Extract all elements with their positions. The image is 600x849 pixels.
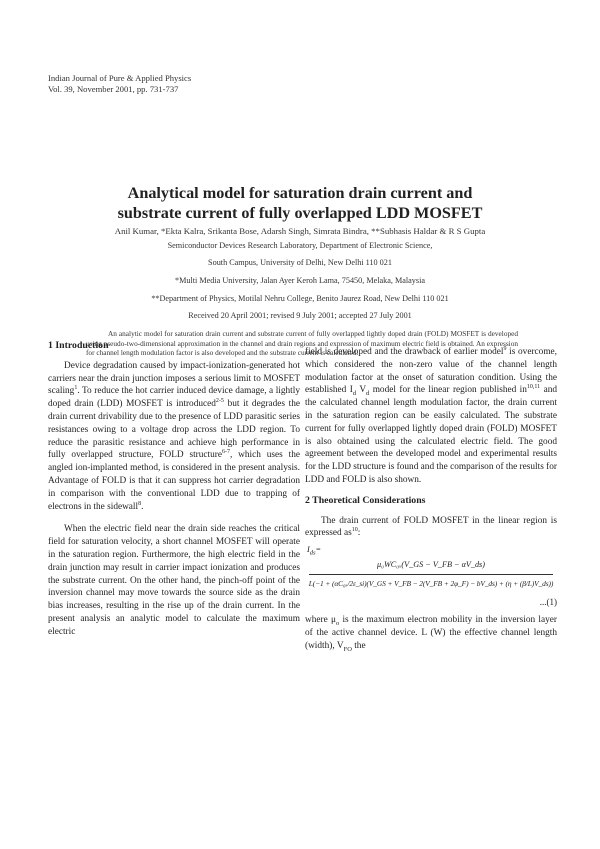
right-column (305, 346, 557, 653)
equation-1 (305, 544, 557, 608)
journal-name: Indian Journal of Pure & Applied Physics (48, 73, 192, 83)
title-line-1: Analytical model for saturation drain current and (127, 184, 473, 202)
title-line-2: substrate current of fully overlapped LDD MOSFET (117, 204, 483, 222)
affiliation-3: **Department of Physics, Motilal Nehru College, Benito Jaurez Road, New Delhi 110 021 (151, 294, 449, 303)
equation-number: ...(1) (539, 596, 557, 607)
affiliation-1b: South Campus, University of Delhi, New Delhi 110 021 (208, 258, 392, 267)
paper-title (60, 183, 540, 223)
equation-fraction (305, 559, 557, 591)
intro-paragraph-2: When the electric field near the drain side reaches the critical field for saturation velocity, a short channel MOSFET will operate in the saturation region. Furthermore, the high electric field in the drain junction may result in carrier impact ionization and produces the substrate current. On the other hand, the pinch-off point of the inversion channel may move towards the source side as the drain bias increases, resulting in the rise up of the drain current. In the present analysis an analytic model to calculate the maximum electric (48, 524, 300, 637)
author-list: Anil Kumar, *Ekta Kalra, Srikanta Bose, Adarsh Singh, Simrata Bindra, **Subhasis Haldar & R S Gupta (114, 226, 486, 236)
abstract: An analytic model for saturation drain current and substrate current of fully overlapped lightly doped drain (FOLD) MOSFET is developed using pseudo-two-dimensional approximation in the channel and drain regions and expression of maximum electric field is obtained. An expression for channel length modulation factor is also developed and the substrate current is calculated. (86, 329, 518, 358)
received-dates: Received 20 April 2001; revised 9 July 2001; accepted 27 July 2001 (188, 311, 412, 320)
equation-denominator: L(−1 + (αC₀ₓ/2ε_si)(V_GS + V_FB − 2(V_FB + 2φ_F) − bV_ds) + (η + (β/L)V_ds)) (308, 578, 554, 588)
section-heading-theory: 2 Theoretical Considerations (305, 494, 426, 506)
journal-header (48, 73, 191, 94)
intro-paragraph-3: field is developed and the drawback of earlier model$^9$ is overcome, which considered the non-zero value of the channel length modulation factor at the onset of saturation condition. Using the established $I_d$ $V_d$ model for the linear region published in$^{10,11}$ and the calculated channel length modulation factor, the drain current in the saturation region can be easily calculated. The substrate current for fully overlapped lightly doped drain (FOLD) MOSFET is also obtained using the calculated electric field. The good agreement between the developed model and experimental results for the LDD structure is found and the comparison of the results for LDD and FOLD is also shown. (305, 345, 558, 485)
theory-paragraph-1: The drain current of FOLD MOSFET in the linear region is expressed $as^{10}$: (305, 515, 557, 539)
affiliation-1: Semiconductor Devices Research Laboratory, Department of Electronic Science, (167, 241, 433, 250)
affiliation-2: *Multi Media University, Jalan Ayer Keroh Lama, 75450, Melaka, Malaysia (175, 276, 425, 285)
intro-paragraph-1: Device degradation caused by impact-ionization-generated hot carriers near the drain junction imposes a serious limit to MOSFET scaling$^1$. To reduce the hot carrier induced device damage, a lightly doped drain (LDD) MOSFET is introduced$^{2-5}$ but it degrades the drain current drivability due to the presence of LDD parasitic series resistances owing to a voltage drop across the LDD region. To reduce the parasitic resistance and achieve high performance in fully overlapped structure, FOLD structure$^{6-7}$, which uses the angled ion-implanted method, is considered in the present analysis. Advantage of FOLD is that it can suppress hot carrier degradation in comparison with the conventional LDD due to trapping of electrons in the sidewall$^8$. (48, 360, 300, 512)
theory-paragraph-2: where $\mu_o$ is the maximum electron mobility in the inversion layer of the active channel device. L (W) the effective channel length (width), $V_{FO}$ the (305, 615, 557, 653)
equation-numerator: μ₀WC₀ₓ(V_GS − V_FB − αV_ds) (377, 559, 485, 569)
left-column (48, 340, 300, 639)
equation-lhs: $I_{ds}=$ (307, 545, 322, 557)
journal-citation: Vol. 39, November 2001, pp. 731-737 (48, 83, 179, 94)
section-heading-introduction: 1 Introduction (48, 340, 109, 351)
